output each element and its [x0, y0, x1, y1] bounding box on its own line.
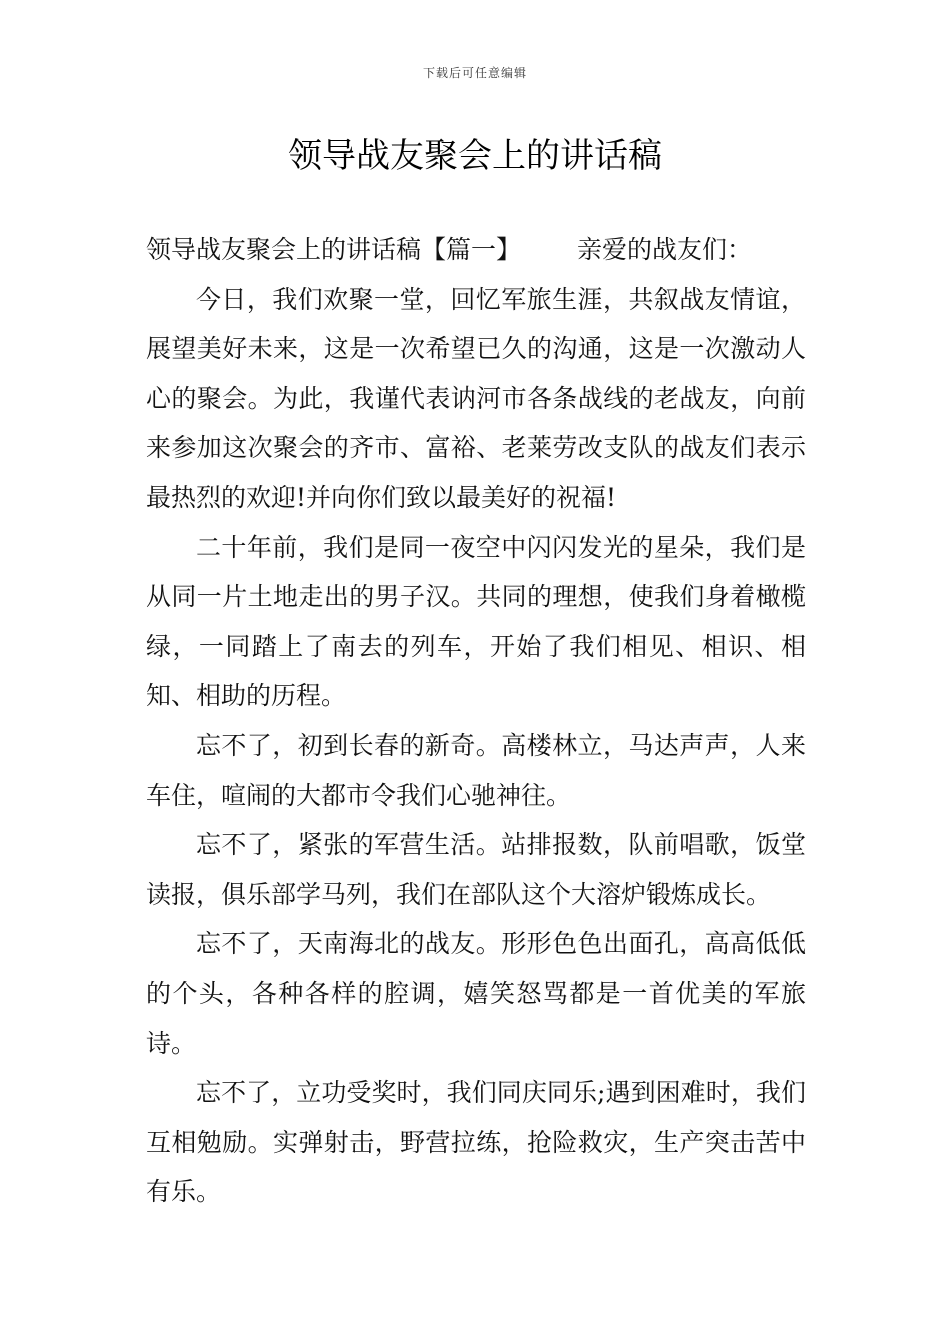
paragraph-welcome: 今日，我们欢聚一堂，回忆军旅生涯，共叙战友情谊，展望美好未来，这是一次希望已久的沟通，这是一次激动人心的聚会。为此，我谨代表讷河市各条战线的老战友，向前来参加这次聚会的齐市、富裕、老莱劳改支队的战友们表示最热烈的欢迎!并向你们致以最美好的祝福! — [146, 284, 806, 512]
paragraph-changchun: 忘不了，初到长春的新奇。高楼林立，马达声声，人来车住，喧闹的大都市令我们心驰神往。 — [146, 730, 806, 810]
document-body — [146, 225, 806, 1217]
paragraph-twenty-years-ago: 二十年前，我们是同一夜空中闪闪发光的星朵，我们是从同一片土地走出的男子汉。共同的理想，使我们身着橄榄绿，一同踏上了南去的列车，开始了我们相见、相识、相知、相助的历程。 — [146, 532, 806, 711]
opening-line — [146, 225, 806, 275]
page-title: 领导战友聚会上的讲话稿 — [288, 136, 662, 176]
download-note: 下载后可任意编辑 — [422, 66, 527, 80]
paragraph-comrades: 忘不了，天南海北的战友。形形色色出面孔，高高低低的个头，各种各样的腔调，嬉笑怒骂都是一首优美的军旅诗。 — [146, 929, 806, 1058]
section-heading: 领导战友聚会上的讲话稿【篇一】 — [146, 235, 522, 264]
paragraph-awards: 忘不了，立功受奖时，我们同庆同乐;遇到困难时，我们互相勉励。实弹射击，野营拉练，抢险救灾，生产突击苦中有乐。 — [146, 1078, 806, 1207]
paragraph-barracks-life: 忘不了，紧张的军营生活。站排报数，队前唱歌，饭堂读报，俱乐部学马列，我们在部队这个大溶炉锻炼成长。 — [146, 830, 806, 909]
salutation: 亲爱的战友们： — [577, 235, 753, 264]
